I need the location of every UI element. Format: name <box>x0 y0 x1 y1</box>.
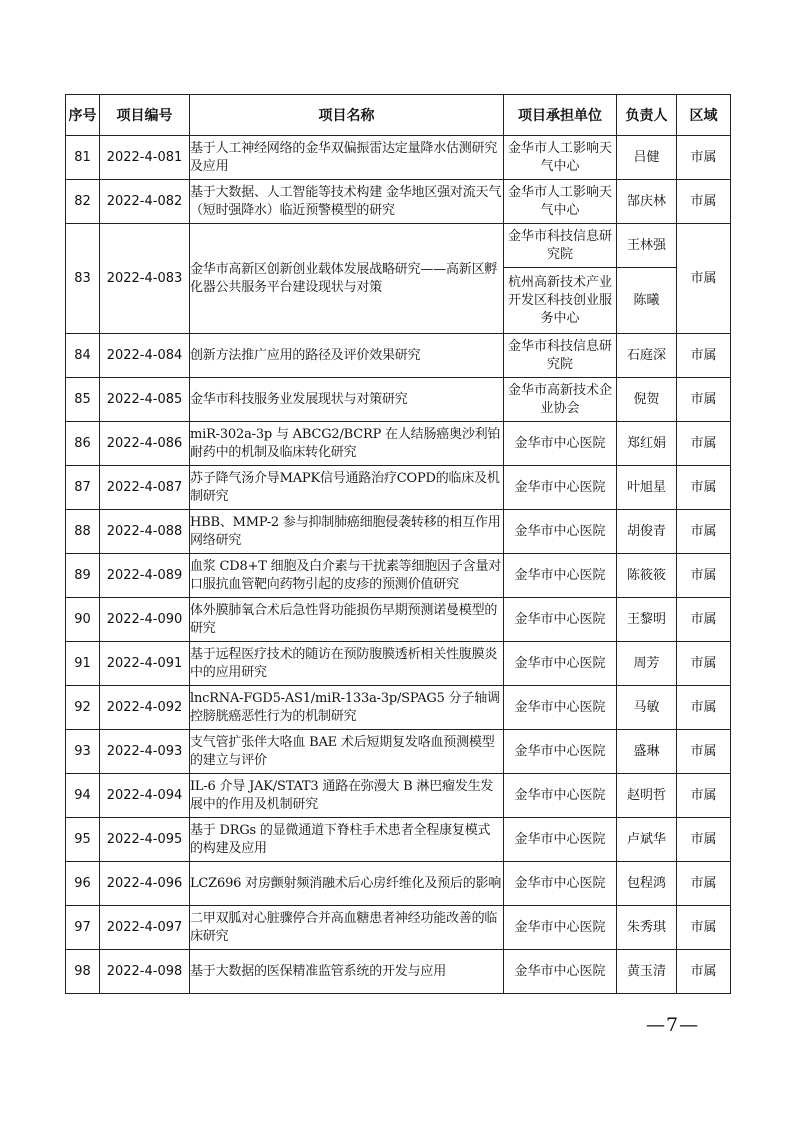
project-name: miR-302a-3p 与 ABCG2/BCRP 在人结肠癌奥沙利铂耐药中的机制及临床转化研究 <box>190 422 504 466</box>
region: 市属 <box>677 774 731 818</box>
header-person: 负责人 <box>617 95 677 136</box>
undertaking-unit: 金华市科技信息研究院 <box>504 224 617 268</box>
person-in-charge: 倪贺 <box>617 378 677 422</box>
project-code: 2022-4-089 <box>100 554 190 598</box>
undertaking-unit: 金华市中心医院 <box>504 730 617 774</box>
project-name: 基于人工神经网络的金华双偏振雷达定量降水估测研究及应用 <box>190 136 504 180</box>
region: 市属 <box>677 510 731 554</box>
project-code: 2022-4-083 <box>100 224 190 334</box>
table-row <box>66 642 731 686</box>
row-number: 85 <box>66 378 100 422</box>
table-row <box>66 466 731 510</box>
person-in-charge: 赵明哲 <box>617 774 677 818</box>
project-name: HBB、MMP-2 参与抑制肺癌细胞侵袭转移的相互作用网络研究 <box>190 510 504 554</box>
row-number: 84 <box>66 334 100 378</box>
table-row <box>66 862 731 906</box>
person-in-charge: 黄玉清 <box>617 950 677 994</box>
row-number: 94 <box>66 774 100 818</box>
region: 市属 <box>677 224 731 334</box>
table-row <box>66 510 731 554</box>
row-number: 93 <box>66 730 100 774</box>
table-row <box>66 180 731 224</box>
project-code: 2022-4-088 <box>100 510 190 554</box>
person-in-charge: 周芳 <box>617 642 677 686</box>
person-in-charge: 盛琳 <box>617 730 677 774</box>
project-code: 2022-4-096 <box>100 862 190 906</box>
project-name: 基于大数据、人工智能等技术构建 金华地区强对流天气（短时强降水）临近预警模型的研究 <box>190 180 504 224</box>
row-number: 91 <box>66 642 100 686</box>
row-number: 95 <box>66 818 100 862</box>
project-name: 支气管扩张伴大咯血 BAE 术后短期复发咯血预测模型的建立与评价 <box>190 730 504 774</box>
row-number: 88 <box>66 510 100 554</box>
region: 市属 <box>677 862 731 906</box>
region: 市属 <box>677 422 731 466</box>
region: 市属 <box>677 136 731 180</box>
person-in-charge: 朱秀琪 <box>617 906 677 950</box>
person-in-charge: 陈筱筱 <box>617 554 677 598</box>
person-in-charge: 石庭深 <box>617 334 677 378</box>
undertaking-unit: 金华市中心医院 <box>504 554 617 598</box>
undertaking-unit: 金华市中心医院 <box>504 950 617 994</box>
region: 市属 <box>677 950 731 994</box>
person-in-charge: 郜庆林 <box>617 180 677 224</box>
undertaking-unit: 金华市中心医院 <box>504 510 617 554</box>
project-name: 金华市科技服务业发展现状与对策研究 <box>190 378 504 422</box>
header-code: 项目编号 <box>100 95 190 136</box>
undertaking-unit: 金华市人工影响天气中心 <box>504 180 617 224</box>
project-code: 2022-4-084 <box>100 334 190 378</box>
header-region: 区域 <box>677 95 731 136</box>
region: 市属 <box>677 598 731 642</box>
project-name: 基于大数据的医保精准监管系统的开发与应用 <box>190 950 504 994</box>
project-name: LCZ696 对房颤射频消融术后心房纤维化及预后的影响 <box>190 862 504 906</box>
project-code: 2022-4-098 <box>100 950 190 994</box>
undertaking-unit: 金华市中心医院 <box>504 862 617 906</box>
person-in-charge: 王黎明 <box>617 598 677 642</box>
region: 市属 <box>677 554 731 598</box>
project-name: 基于远程医疗技术的随访在预防腹膜透析相关性腹膜炎中的应用研究 <box>190 642 504 686</box>
project-code: 2022-4-090 <box>100 598 190 642</box>
undertaking-unit: 金华市中心医院 <box>504 422 617 466</box>
table-row <box>66 906 731 950</box>
project-code: 2022-4-081 <box>100 136 190 180</box>
table-row <box>66 730 731 774</box>
undertaking-unit: 金华市中心医院 <box>504 906 617 950</box>
undertaking-unit: 金华市中心医院 <box>504 818 617 862</box>
project-code: 2022-4-095 <box>100 818 190 862</box>
table-row <box>66 950 731 994</box>
table-row <box>66 334 731 378</box>
row-number: 98 <box>66 950 100 994</box>
project-code: 2022-4-085 <box>100 378 190 422</box>
row-number: 87 <box>66 466 100 510</box>
row-number: 81 <box>66 136 100 180</box>
project-name: 创新方法推广应用的路径及评价效果研究 <box>190 334 504 378</box>
region: 市属 <box>677 906 731 950</box>
table-header-row <box>66 95 731 136</box>
person-in-charge: 吕健 <box>617 136 677 180</box>
region: 市属 <box>677 180 731 224</box>
person-in-charge: 王林强 <box>617 224 677 268</box>
table-row <box>66 554 731 598</box>
project-code: 2022-4-086 <box>100 422 190 466</box>
region: 市属 <box>677 466 731 510</box>
row-number: 86 <box>66 422 100 466</box>
project-name: IL-6 介导 JAK/STAT3 通路在弥漫大 B 淋巴瘤发生发展中的作用及机制研究 <box>190 774 504 818</box>
undertaking-unit: 金华市科技信息研究院 <box>504 334 617 378</box>
region: 市属 <box>677 730 731 774</box>
project-code: 2022-4-093 <box>100 730 190 774</box>
row-number: 96 <box>66 862 100 906</box>
project-table <box>65 94 731 994</box>
table-row <box>66 818 731 862</box>
region: 市属 <box>677 334 731 378</box>
table-row <box>66 422 731 466</box>
person-in-charge: 包程鸿 <box>617 862 677 906</box>
row-number: 82 <box>66 180 100 224</box>
person-in-charge: 叶旭星 <box>617 466 677 510</box>
page-number: —7— <box>646 1014 700 1036</box>
undertaking-unit: 金华市中心医院 <box>504 598 617 642</box>
project-name: 苏子降气汤介导MAPK信号通路治疗COPD的临床及机制研究 <box>190 466 504 510</box>
project-code: 2022-4-082 <box>100 180 190 224</box>
region: 市属 <box>677 818 731 862</box>
table-row <box>66 598 731 642</box>
undertaking-unit: 金华市人工影响天气中心 <box>504 136 617 180</box>
header-no: 序号 <box>66 95 100 136</box>
undertaking-unit: 金华市中心医院 <box>504 642 617 686</box>
region: 市属 <box>677 642 731 686</box>
row-number: 89 <box>66 554 100 598</box>
region: 市属 <box>677 686 731 730</box>
undertaking-unit: 金华市中心医院 <box>504 466 617 510</box>
project-code: 2022-4-092 <box>100 686 190 730</box>
header-unit: 项目承担单位 <box>504 95 617 136</box>
project-code: 2022-4-094 <box>100 774 190 818</box>
person-in-charge: 郑红娟 <box>617 422 677 466</box>
project-code: 2022-4-091 <box>100 642 190 686</box>
undertaking-unit: 金华市中心医院 <box>504 686 617 730</box>
table-row <box>66 686 731 730</box>
project-name: 金华市高新区创新创业载体发展战略研究——高新区孵化器公共服务平台建设现状与对策 <box>190 224 504 334</box>
row-number: 90 <box>66 598 100 642</box>
project-name: 血浆 CD8+T 细胞及白介素与干扰素等细胞因子含量对口服抗血管靶向药物引起的皮疹的预测价值研究 <box>190 554 504 598</box>
row-number: 97 <box>66 906 100 950</box>
undertaking-unit: 金华市中心医院 <box>504 774 617 818</box>
project-code: 2022-4-087 <box>100 466 190 510</box>
person-in-charge: 陈曦 <box>617 268 677 334</box>
table-row <box>66 224 731 268</box>
project-name: lncRNA-FGD5-AS1/miR-133a-3p/SPAG5 分子轴调控膀胱癌恶性行为的机制研究 <box>190 686 504 730</box>
undertaking-unit: 金华市高新技术企业协会 <box>504 378 617 422</box>
undertaking-unit: 杭州高新技术产业开发区科技创业服务中心 <box>504 268 617 334</box>
project-name: 基于 DRGs 的显微通道下脊柱手术患者全程康复模式的构建及应用 <box>190 818 504 862</box>
region: 市属 <box>677 378 731 422</box>
table-row <box>66 378 731 422</box>
project-name: 体外膜肺氧合术后急性肾功能损伤早期预测诺曼模型的研究 <box>190 598 504 642</box>
row-number: 92 <box>66 686 100 730</box>
person-in-charge: 马敏 <box>617 686 677 730</box>
person-in-charge: 卢斌华 <box>617 818 677 862</box>
table-row <box>66 136 731 180</box>
row-number: 83 <box>66 224 100 334</box>
person-in-charge: 胡俊青 <box>617 510 677 554</box>
header-name: 项目名称 <box>190 95 504 136</box>
project-name: 二甲双胍对心脏骤停合并高血糖患者神经功能改善的临床研究 <box>190 906 504 950</box>
project-code: 2022-4-097 <box>100 906 190 950</box>
table-row <box>66 774 731 818</box>
